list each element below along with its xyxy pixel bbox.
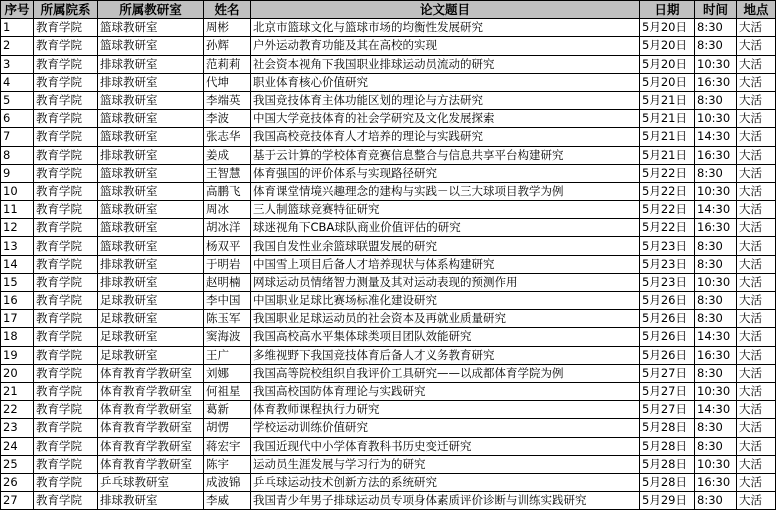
table-row bbox=[1, 273, 776, 291]
row-department: 教育学院 bbox=[34, 19, 98, 37]
row-date: 5月28日 bbox=[640, 419, 695, 437]
row-location: 大活 bbox=[737, 382, 776, 400]
row-name: 高鹏飞 bbox=[204, 182, 251, 200]
row-time: 8:30 bbox=[695, 237, 737, 255]
table-body bbox=[1, 19, 776, 510]
row-date: 5月23日 bbox=[640, 255, 695, 273]
row-index: 23 bbox=[1, 419, 34, 437]
row-location: 大活 bbox=[737, 473, 776, 491]
row-department: 教育学院 bbox=[34, 55, 98, 73]
row-department: 教育学院 bbox=[34, 73, 98, 91]
row-index: 3 bbox=[1, 55, 34, 73]
row-teaching-office: 篮球教研室 bbox=[98, 19, 204, 37]
row-date: 5月28日 bbox=[640, 455, 695, 473]
row-index: 18 bbox=[1, 328, 34, 346]
row-date: 5月26日 bbox=[640, 292, 695, 310]
row-time: 14:30 bbox=[695, 328, 737, 346]
row-thesis-title: 基于云计算的学校体育竞赛信息整合与信息共享平台构建研究 bbox=[251, 146, 640, 164]
row-thesis-title: 我国高校高水平集体球类项目团队效能研究 bbox=[251, 328, 640, 346]
row-thesis-title: 我国高校竞技体育人才培养的理论与实践研究 bbox=[251, 128, 640, 146]
row-location: 大活 bbox=[737, 73, 776, 91]
table-row bbox=[1, 55, 776, 73]
row-location: 大活 bbox=[737, 146, 776, 164]
row-teaching-office: 乒乓球教研室 bbox=[98, 473, 204, 491]
table-row bbox=[1, 473, 776, 491]
row-location: 大活 bbox=[737, 364, 776, 382]
row-thesis-title: 网球运动员情绪智力测量及其对运动表现的预测作用 bbox=[251, 273, 640, 291]
header-time: 时间 bbox=[695, 1, 737, 19]
row-name: 李威 bbox=[204, 492, 251, 510]
row-department: 教育学院 bbox=[34, 346, 98, 364]
row-teaching-office: 足球教研室 bbox=[98, 310, 204, 328]
row-teaching-office: 篮球教研室 bbox=[98, 219, 204, 237]
row-time: 14:30 bbox=[695, 128, 737, 146]
table-row bbox=[1, 382, 776, 400]
row-index: 7 bbox=[1, 128, 34, 146]
row-name: 于明岩 bbox=[204, 255, 251, 273]
row-department: 教育学院 bbox=[34, 91, 98, 109]
row-index: 22 bbox=[1, 401, 34, 419]
table-row bbox=[1, 328, 776, 346]
row-location: 大活 bbox=[737, 237, 776, 255]
row-thesis-title: 职业体育核心价值研究 bbox=[251, 73, 640, 91]
row-date: 5月26日 bbox=[640, 310, 695, 328]
row-name: 王广 bbox=[204, 346, 251, 364]
row-date: 5月23日 bbox=[640, 237, 695, 255]
row-date: 5月28日 bbox=[640, 437, 695, 455]
row-department: 教育学院 bbox=[34, 219, 98, 237]
row-department: 教育学院 bbox=[34, 255, 98, 273]
row-index: 11 bbox=[1, 201, 34, 219]
table-row bbox=[1, 37, 776, 55]
row-teaching-office: 排球教研室 bbox=[98, 73, 204, 91]
table-row bbox=[1, 492, 776, 510]
row-teaching-office: 足球教研室 bbox=[98, 292, 204, 310]
row-department: 教育学院 bbox=[34, 492, 98, 510]
row-teaching-office: 篮球教研室 bbox=[98, 37, 204, 55]
row-date: 5月26日 bbox=[640, 346, 695, 364]
row-time: 8:30 bbox=[695, 91, 737, 109]
row-time: 8:30 bbox=[695, 19, 737, 37]
row-department: 教育学院 bbox=[34, 110, 98, 128]
row-name: 葛新 bbox=[204, 401, 251, 419]
row-thesis-title: 中国雪上项目后备人才培养现状与体系构建研究 bbox=[251, 255, 640, 273]
row-date: 5月22日 bbox=[640, 164, 695, 182]
row-time: 8:30 bbox=[695, 164, 737, 182]
row-time: 8:30 bbox=[695, 37, 737, 55]
row-location: 大活 bbox=[737, 419, 776, 437]
row-department: 教育学院 bbox=[34, 473, 98, 491]
row-name: 周冰 bbox=[204, 201, 251, 219]
row-teaching-office: 足球教研室 bbox=[98, 328, 204, 346]
row-name: 陈玉军 bbox=[204, 310, 251, 328]
row-date: 5月27日 bbox=[640, 401, 695, 419]
table-row bbox=[1, 401, 776, 419]
row-time: 8:30 bbox=[695, 292, 737, 310]
row-department: 教育学院 bbox=[34, 382, 98, 400]
row-teaching-office: 排球教研室 bbox=[98, 255, 204, 273]
row-thesis-title: 我国高校国防体育理论与实践研究 bbox=[251, 382, 640, 400]
row-index: 15 bbox=[1, 273, 34, 291]
row-location: 大活 bbox=[737, 310, 776, 328]
row-name: 胡愣 bbox=[204, 419, 251, 437]
row-index: 14 bbox=[1, 255, 34, 273]
row-date: 5月22日 bbox=[640, 201, 695, 219]
row-teaching-office: 排球教研室 bbox=[98, 273, 204, 291]
row-date: 5月21日 bbox=[640, 146, 695, 164]
row-teaching-office: 体育教育学教研室 bbox=[98, 437, 204, 455]
row-date: 5月20日 bbox=[640, 73, 695, 91]
row-date: 5月20日 bbox=[640, 55, 695, 73]
row-department: 教育学院 bbox=[34, 237, 98, 255]
row-time: 16:30 bbox=[695, 73, 737, 91]
row-department: 教育学院 bbox=[34, 146, 98, 164]
row-thesis-title: 体育教师课程执行力研究 bbox=[251, 401, 640, 419]
row-index: 27 bbox=[1, 492, 34, 510]
header-thesis-title: 论文题目 bbox=[251, 1, 640, 19]
table-row bbox=[1, 364, 776, 382]
row-thesis-title: 我国青少年男子排球运动员专项身体素质评价诊断与训练实践研究 bbox=[251, 492, 640, 510]
row-time: 10:30 bbox=[695, 182, 737, 200]
row-time: 10:30 bbox=[695, 55, 737, 73]
row-location: 大活 bbox=[737, 255, 776, 273]
row-date: 5月20日 bbox=[640, 19, 695, 37]
row-name: 陈宇 bbox=[204, 455, 251, 473]
row-index: 20 bbox=[1, 364, 34, 382]
table-row bbox=[1, 19, 776, 37]
row-date: 5月21日 bbox=[640, 91, 695, 109]
row-teaching-office: 篮球教研室 bbox=[98, 91, 204, 109]
row-date: 5月27日 bbox=[640, 382, 695, 400]
row-thesis-title: 体育强国的评价体系与实现路径研究 bbox=[251, 164, 640, 182]
row-index: 10 bbox=[1, 182, 34, 200]
row-department: 教育学院 bbox=[34, 273, 98, 291]
row-location: 大活 bbox=[737, 455, 776, 473]
row-time: 16:30 bbox=[695, 146, 737, 164]
row-location: 大活 bbox=[737, 401, 776, 419]
row-time: 8:30 bbox=[695, 437, 737, 455]
row-date: 5月21日 bbox=[640, 110, 695, 128]
row-teaching-office: 体育教育学教研室 bbox=[98, 419, 204, 437]
row-name: 孙辉 bbox=[204, 37, 251, 55]
row-department: 教育学院 bbox=[34, 437, 98, 455]
table-row bbox=[1, 346, 776, 364]
row-name: 代坤 bbox=[204, 73, 251, 91]
row-time: 14:30 bbox=[695, 201, 737, 219]
row-teaching-office: 篮球教研室 bbox=[98, 201, 204, 219]
row-location: 大活 bbox=[737, 164, 776, 182]
row-date: 5月29日 bbox=[640, 492, 695, 510]
row-thesis-title: 我国竞技体育主体功能区划的理论与方法研究 bbox=[251, 91, 640, 109]
row-location: 大活 bbox=[737, 328, 776, 346]
row-location: 大活 bbox=[737, 110, 776, 128]
row-department: 教育学院 bbox=[34, 292, 98, 310]
row-date: 5月28日 bbox=[640, 473, 695, 491]
row-name: 李波 bbox=[204, 110, 251, 128]
header-teaching-office: 所属教研室 bbox=[98, 1, 204, 19]
table-row bbox=[1, 73, 776, 91]
row-thesis-title: 学校运动训练价值研究 bbox=[251, 419, 640, 437]
row-teaching-office: 篮球教研室 bbox=[98, 110, 204, 128]
row-department: 教育学院 bbox=[34, 164, 98, 182]
row-name: 李端英 bbox=[204, 91, 251, 109]
row-department: 教育学院 bbox=[34, 310, 98, 328]
row-time: 8:30 bbox=[695, 310, 737, 328]
row-date: 5月22日 bbox=[640, 182, 695, 200]
row-name: 何祖星 bbox=[204, 382, 251, 400]
row-date: 5月21日 bbox=[640, 128, 695, 146]
row-department: 教育学院 bbox=[34, 364, 98, 382]
row-teaching-office: 体育教育学教研室 bbox=[98, 382, 204, 400]
row-thesis-title: 我国高等院校组织自我评价工具研究——以成都体育学院为例 bbox=[251, 364, 640, 382]
row-teaching-office: 体育教育学教研室 bbox=[98, 401, 204, 419]
row-location: 大活 bbox=[737, 37, 776, 55]
row-name: 王智慧 bbox=[204, 164, 251, 182]
row-thesis-title: 体育课堂情境兴趣理念的建构与实践－以三大球项目教学为例 bbox=[251, 182, 640, 200]
table-row bbox=[1, 91, 776, 109]
row-date: 5月27日 bbox=[640, 364, 695, 382]
row-location: 大活 bbox=[737, 492, 776, 510]
row-date: 5月23日 bbox=[640, 273, 695, 291]
row-name: 周彬 bbox=[204, 19, 251, 37]
row-thesis-title: 我国自发性业余篮球联盟发展的研究 bbox=[251, 237, 640, 255]
row-index: 12 bbox=[1, 219, 34, 237]
row-index: 6 bbox=[1, 110, 34, 128]
row-time: 14:30 bbox=[695, 401, 737, 419]
row-name: 范莉莉 bbox=[204, 55, 251, 73]
row-thesis-title: 球迷视角下CBA球队商业价值评估的研究 bbox=[251, 219, 640, 237]
row-name: 窦海波 bbox=[204, 328, 251, 346]
table-row bbox=[1, 219, 776, 237]
row-department: 教育学院 bbox=[34, 37, 98, 55]
row-name: 胡冰洋 bbox=[204, 219, 251, 237]
header-index: 序号 bbox=[1, 1, 34, 19]
row-thesis-title: 多维视野下我国竞技体育后备人才义务教育研究 bbox=[251, 346, 640, 364]
row-name: 蒋宏宇 bbox=[204, 437, 251, 455]
row-time: 10:30 bbox=[695, 382, 737, 400]
row-time: 8:30 bbox=[695, 255, 737, 273]
row-date: 5月26日 bbox=[640, 328, 695, 346]
row-teaching-office: 篮球教研室 bbox=[98, 128, 204, 146]
table-row bbox=[1, 237, 776, 255]
row-date: 5月20日 bbox=[640, 37, 695, 55]
row-department: 教育学院 bbox=[34, 455, 98, 473]
row-time: 16:30 bbox=[695, 346, 737, 364]
row-index: 8 bbox=[1, 146, 34, 164]
row-thesis-title: 社会资本视角下我国职业排球运动员流动的研究 bbox=[251, 55, 640, 73]
row-location: 大活 bbox=[737, 128, 776, 146]
row-thesis-title: 北京市篮球文化与篮球市场的均衡性发展研究 bbox=[251, 19, 640, 37]
row-department: 教育学院 bbox=[34, 401, 98, 419]
row-location: 大活 bbox=[737, 292, 776, 310]
row-index: 1 bbox=[1, 19, 34, 37]
row-thesis-title: 中国职业足球比赛场标准化建设研究 bbox=[251, 292, 640, 310]
row-name: 刘娜 bbox=[204, 364, 251, 382]
header-department: 所属院系 bbox=[34, 1, 98, 19]
row-location: 大活 bbox=[737, 182, 776, 200]
row-index: 26 bbox=[1, 473, 34, 491]
row-location: 大活 bbox=[737, 273, 776, 291]
row-department: 教育学院 bbox=[34, 328, 98, 346]
row-index: 2 bbox=[1, 37, 34, 55]
row-location: 大活 bbox=[737, 91, 776, 109]
header-row bbox=[1, 1, 776, 19]
row-thesis-title: 户外运动教育功能及其在高校的实现 bbox=[251, 37, 640, 55]
row-time: 10:30 bbox=[695, 110, 737, 128]
row-teaching-office: 体育教育学教研室 bbox=[98, 455, 204, 473]
row-name: 张志华 bbox=[204, 128, 251, 146]
table-row bbox=[1, 201, 776, 219]
table-row bbox=[1, 164, 776, 182]
row-thesis-title: 乒乓球运动技术创新方法的系统研究 bbox=[251, 473, 640, 491]
row-index: 25 bbox=[1, 455, 34, 473]
row-teaching-office: 足球教研室 bbox=[98, 346, 204, 364]
row-index: 9 bbox=[1, 164, 34, 182]
row-thesis-title: 运动员生涯发展与学习行为的研究 bbox=[251, 455, 640, 473]
row-index: 19 bbox=[1, 346, 34, 364]
row-index: 5 bbox=[1, 91, 34, 109]
row-time: 10:30 bbox=[695, 273, 737, 291]
table-row bbox=[1, 110, 776, 128]
row-time: 8:30 bbox=[695, 419, 737, 437]
row-location: 大活 bbox=[737, 55, 776, 73]
table-row bbox=[1, 292, 776, 310]
row-location: 大活 bbox=[737, 201, 776, 219]
header-location: 地点 bbox=[737, 1, 776, 19]
row-thesis-title: 中国大学竞技体育的社会学研究及文化发展探索 bbox=[251, 110, 640, 128]
row-name: 李中国 bbox=[204, 292, 251, 310]
row-thesis-title: 我国近现代中小学体育教科书历史变迁研究 bbox=[251, 437, 640, 455]
row-date: 5月22日 bbox=[640, 219, 695, 237]
row-teaching-office: 体育教育学教研室 bbox=[98, 364, 204, 382]
row-teaching-office: 排球教研室 bbox=[98, 146, 204, 164]
table-row bbox=[1, 310, 776, 328]
table-row bbox=[1, 182, 776, 200]
row-thesis-title: 三人制篮球竞赛特征研究 bbox=[251, 201, 640, 219]
row-index: 21 bbox=[1, 382, 34, 400]
header-name: 姓名 bbox=[204, 1, 251, 19]
row-time: 8:30 bbox=[695, 364, 737, 382]
row-department: 教育学院 bbox=[34, 128, 98, 146]
row-teaching-office: 篮球教研室 bbox=[98, 237, 204, 255]
row-time: 10:30 bbox=[695, 455, 737, 473]
row-teaching-office: 篮球教研室 bbox=[98, 182, 204, 200]
row-location: 大活 bbox=[737, 219, 776, 237]
row-index: 4 bbox=[1, 73, 34, 91]
row-time: 16:30 bbox=[695, 473, 737, 491]
row-name: 成波锦 bbox=[204, 473, 251, 491]
row-department: 教育学院 bbox=[34, 182, 98, 200]
table-row bbox=[1, 146, 776, 164]
table-row bbox=[1, 128, 776, 146]
table-row bbox=[1, 455, 776, 473]
row-index: 16 bbox=[1, 292, 34, 310]
header-date: 日期 bbox=[640, 1, 695, 19]
row-thesis-title: 我国职业足球运动员的社会资本及再就业质量研究 bbox=[251, 310, 640, 328]
row-department: 教育学院 bbox=[34, 201, 98, 219]
row-location: 大活 bbox=[737, 19, 776, 37]
row-teaching-office: 排球教研室 bbox=[98, 492, 204, 510]
table-row bbox=[1, 437, 776, 455]
table-row bbox=[1, 255, 776, 273]
row-teaching-office: 篮球教研室 bbox=[98, 164, 204, 182]
table-row bbox=[1, 419, 776, 437]
row-index: 24 bbox=[1, 437, 34, 455]
row-department: 教育学院 bbox=[34, 419, 98, 437]
row-time: 16:30 bbox=[695, 219, 737, 237]
row-name: 姜成 bbox=[204, 146, 251, 164]
row-teaching-office: 排球教研室 bbox=[98, 55, 204, 73]
row-name: 赵明楠 bbox=[204, 273, 251, 291]
row-index: 13 bbox=[1, 237, 34, 255]
row-name: 杨双平 bbox=[204, 237, 251, 255]
row-time: 8:30 bbox=[695, 492, 737, 510]
row-index: 17 bbox=[1, 310, 34, 328]
row-location: 大活 bbox=[737, 346, 776, 364]
row-location: 大活 bbox=[737, 437, 776, 455]
